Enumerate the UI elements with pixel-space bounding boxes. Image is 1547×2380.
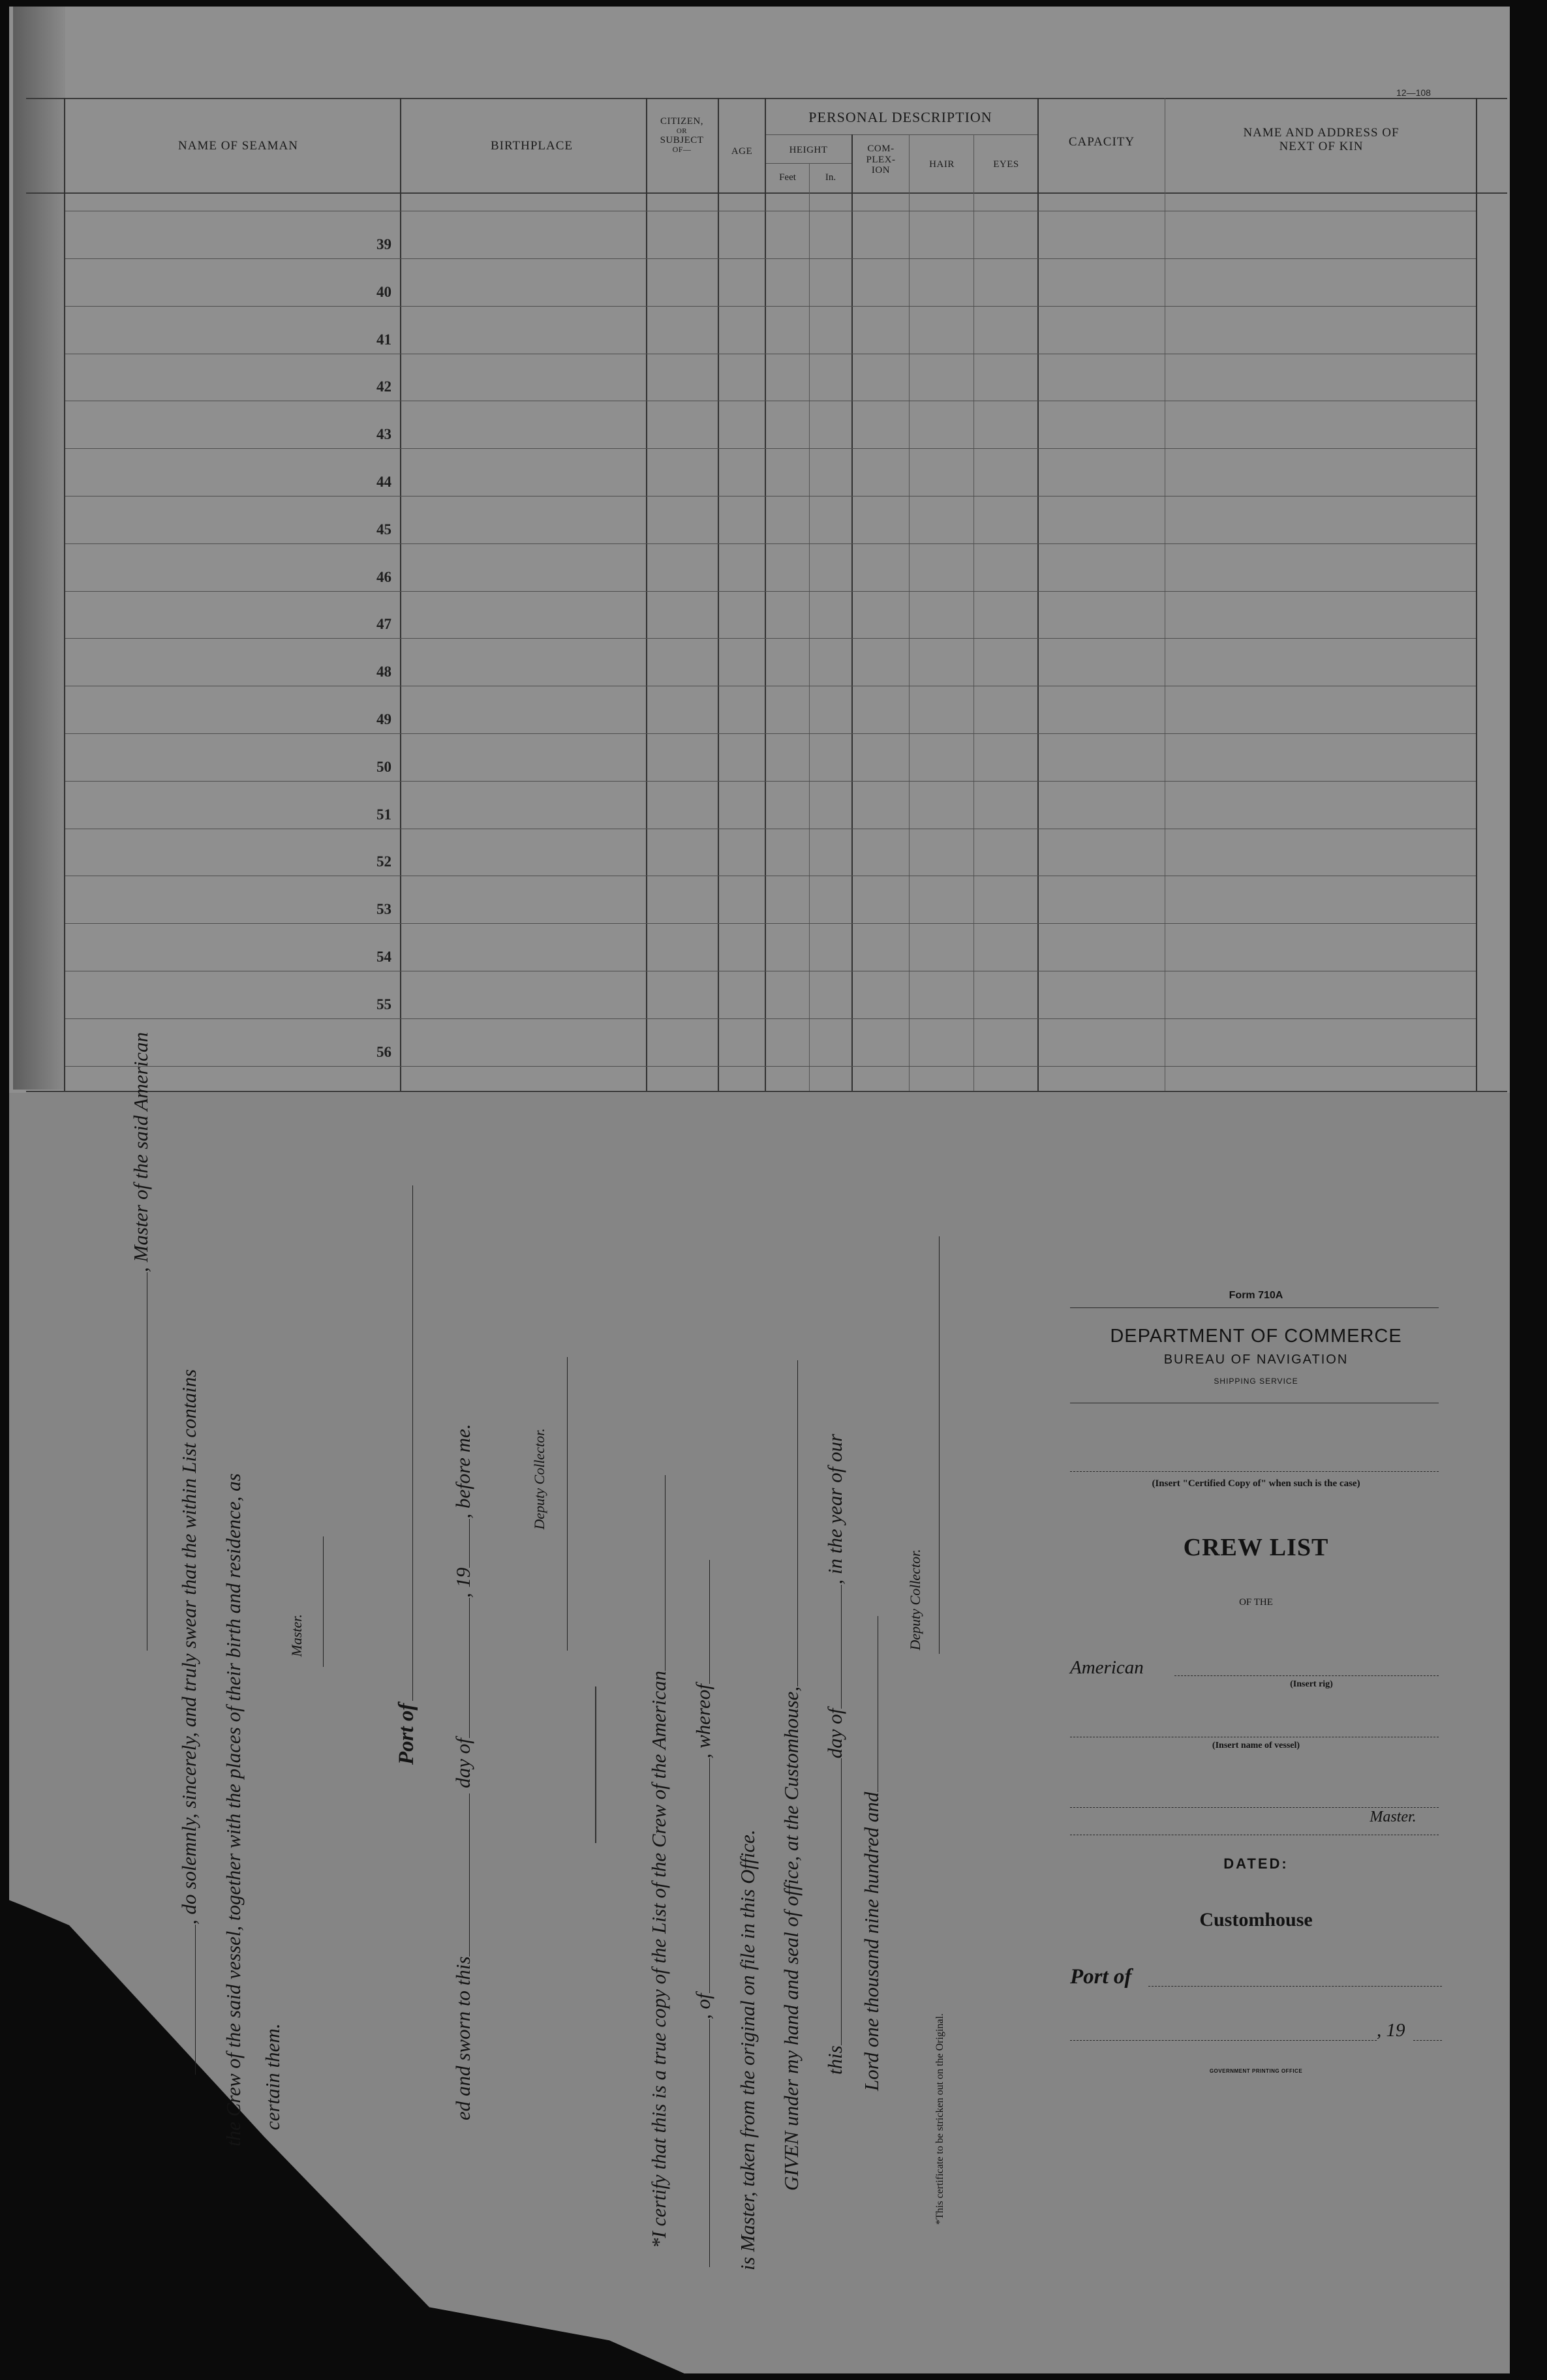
row-rule [65, 258, 1476, 259]
rig-blank[interactable] [1174, 1675, 1439, 1676]
master-signature [288, 1614, 328, 1667]
row-number: 47 [376, 616, 391, 633]
header-citizen-line: OF— [672, 145, 692, 155]
row-number: 46 [376, 568, 391, 585]
cert-port-blank[interactable] [709, 1758, 710, 1993]
master-blank[interactable] [1070, 1807, 1439, 1808]
header-name-of-seaman: NAME OF SEAMAN [178, 139, 298, 153]
col-rule-age [718, 98, 719, 1091]
cert-line-5-text-b: day of [823, 1708, 846, 1759]
bureau-title: BUREAU OF NAVIGATION [1163, 1352, 1349, 1367]
cover-top-rule [1070, 1307, 1439, 1308]
master-label: Master. [288, 1614, 305, 1657]
row-number: 56 [376, 1043, 391, 1060]
cert-line-5-text-a: this [823, 2045, 846, 2075]
row-number: 49 [376, 711, 391, 727]
cert-month-blank[interactable] [841, 1585, 842, 1709]
row-rule [65, 638, 1476, 639]
certificate-footnote: *This certificate to be stricken out on the Original. [934, 2013, 945, 2225]
cert-line-2 [692, 1560, 715, 2267]
cover-port-blank[interactable] [1148, 1986, 1442, 1987]
deputy-collector-2-label: Deputy Collector. [907, 1549, 923, 1651]
personal-desc-rule [765, 134, 1037, 135]
header-complexion [853, 144, 909, 176]
crew-list-title: CREW LIST [1183, 1534, 1329, 1561]
col-rule-birthplace [400, 98, 401, 1091]
row-number: 42 [376, 378, 391, 395]
port-of-blank[interactable] [412, 1185, 413, 1701]
oath-line-1 [129, 1032, 153, 1651]
header-birthplace: BIRTHPLACE [490, 139, 574, 153]
col-rule-capacity [1037, 98, 1039, 1091]
header-height: HEIGHT [789, 145, 828, 155]
row-number: 54 [376, 949, 391, 965]
header-inches: In. [825, 172, 836, 183]
header-citizen-line: SUBJECT [660, 134, 704, 145]
sworn-text-b: day of [452, 1738, 474, 1788]
header-citizen-line: CITIZEN, [660, 116, 704, 127]
col-rule-hair [909, 134, 910, 1091]
dated-label: DATED: [1223, 1855, 1289, 1872]
table-bottom-rule [26, 1091, 1507, 1092]
cert-vessel-blank[interactable] [665, 1475, 666, 1671]
deputy-collector-1-blank[interactable] [567, 1357, 568, 1651]
header-capacity: CAPACITY [1068, 135, 1135, 149]
sworn-day-blank[interactable] [469, 1793, 470, 1957]
row-number: 52 [376, 853, 391, 870]
row-number: 40 [376, 283, 391, 300]
sworn-text-d: , before me. [452, 1424, 474, 1519]
printer-credit: GOVERNMENT PRINTING OFFICE [1209, 2068, 1303, 2074]
oath-line-2-text: , do solemnly, sincerely, and truly swear that the within List contains [177, 1369, 200, 1925]
row-rule [65, 1066, 1476, 1067]
row-number: 53 [376, 901, 391, 918]
row-number: 44 [376, 474, 391, 490]
deputy-collector-2 [907, 1549, 943, 1654]
header-citizen-line: OR [676, 127, 688, 135]
col-rule-right [1476, 98, 1477, 1091]
customhouse-label: Customhouse [1199, 1909, 1313, 1930]
deputy-collector-1-label: Deputy Collector. [531, 1428, 547, 1530]
cert-line-5-text-c: , in the year of our [823, 1433, 846, 1585]
row-rule [65, 591, 1476, 592]
col-rule-citizen [646, 98, 647, 1091]
header-citizen [647, 116, 716, 154]
sworn-year-blank[interactable] [469, 1519, 470, 1568]
row-number: 48 [376, 664, 391, 680]
col-rule-feet [765, 98, 766, 1091]
height-rule [765, 163, 851, 164]
col-rule-inches [809, 163, 810, 1091]
cover-date-blank[interactable] [1070, 2040, 1377, 2041]
sworn-line [452, 1424, 475, 2120]
row-number: 45 [376, 521, 391, 538]
master-signature-blank[interactable] [323, 1536, 324, 1667]
sworn-text-a: ed and sworn to this [452, 1956, 474, 2120]
header-eyes: EYES [993, 159, 1019, 170]
col-rule-eyes [973, 134, 974, 1091]
header-complexion-line: COM- [867, 144, 895, 154]
sworn-text-c: , 19 [452, 1567, 474, 1598]
header-age: AGE [731, 146, 753, 157]
cert-line-4-text: GIVEN under my hand and seal of office, at the Customhouse, [780, 1686, 803, 2191]
header-complexion-line: ION [871, 165, 891, 175]
cert-line-6 [860, 1616, 883, 2091]
row-number: 41 [376, 331, 391, 348]
row-number: 43 [376, 426, 391, 443]
row-rule [65, 733, 1476, 734]
row-number: 39 [376, 236, 391, 252]
header-hair: HAIR [929, 159, 955, 170]
form-code: 12—108 [1396, 87, 1431, 98]
cert-line-4 [780, 1360, 803, 2191]
certificate-divider [595, 1686, 596, 1843]
oath-line-3: the Crew of the said vessel, together with the places of their birth and residence, as [222, 1473, 245, 2146]
american-label: American [1070, 1657, 1144, 1678]
header-kin-line: NAME AND ADDRESS OF [1243, 126, 1400, 140]
cover-master-label: Master. [1370, 1808, 1417, 1825]
oath-line-1-text: , Master of the said American [129, 1032, 152, 1272]
cert-day-blank[interactable] [841, 1758, 842, 2045]
cert-line-2-text-a: , of [692, 1993, 714, 2019]
header-feet: Feet [779, 172, 796, 183]
row-rule [65, 448, 1476, 449]
cert-customhouse-blank[interactable] [797, 1360, 798, 1686]
table-header-rule [26, 192, 1507, 194]
of-the-label: OF THE [1239, 1597, 1273, 1608]
deputy-collector-2-blank[interactable] [939, 1236, 940, 1654]
table-top-rule [26, 98, 1507, 99]
row-number: 50 [376, 758, 391, 775]
cert-line-2-text-b: , whereof [692, 1684, 714, 1759]
cert-line-6-text: Lord one thousand nine hundred and [860, 1792, 883, 2091]
cover-year-label: , 19 [1377, 2020, 1405, 2041]
cert-line-1 [647, 1475, 671, 2248]
row-number: 55 [376, 996, 391, 1013]
row-rule [65, 781, 1476, 782]
row-rule [65, 923, 1476, 924]
certified-copy-blank[interactable] [1070, 1471, 1439, 1472]
header-kin-line: NEXT OF KIN [1279, 139, 1364, 153]
paper-left-margin [13, 7, 65, 1090]
department-title: DEPARTMENT OF COMMERCE [1110, 1326, 1402, 1347]
header-personal-description: PERSONAL DESCRIPTION [808, 109, 992, 125]
row-number: 51 [376, 806, 391, 823]
insert-name-note: (Insert name of vessel) [1212, 1741, 1300, 1750]
cert-line-3: is Master, taken from the original on file in this Office. [736, 1829, 759, 2270]
cert-vessel-name-blank[interactable] [709, 2019, 710, 2267]
port-of-label: Port of [395, 1703, 418, 1765]
cert-line-5 [823, 1434, 847, 2075]
col-rule-complexion [851, 134, 853, 1091]
header-next-of-kin [1174, 127, 1468, 154]
insert-rig-note: (Insert rig) [1290, 1679, 1333, 1689]
row-rule [65, 306, 1476, 307]
oath-line-2 [177, 1369, 201, 2075]
header-complexion-line: PLEX- [866, 154, 896, 165]
oath-line-4: certain them. [261, 2023, 284, 2130]
col-rule-left [64, 98, 65, 1091]
service-title: SHIPPING SERVICE [1214, 1377, 1298, 1386]
row-rule [65, 543, 1476, 544]
deputy-collector-1 [531, 1428, 572, 1651]
form-number: Form 710A [1229, 1290, 1283, 1301]
cert-master-blank[interactable] [709, 1560, 710, 1684]
cover-year-blank[interactable] [1413, 2040, 1442, 2041]
insert-certified-note: (Insert "Certified Copy of" when such is the case) [1152, 1478, 1360, 1489]
cover-port-of-label: Port of [1070, 1965, 1132, 1989]
oath-name-blank[interactable] [195, 1925, 196, 2075]
sworn-month-blank[interactable] [469, 1598, 470, 1738]
row-rule [65, 1018, 1476, 1019]
cert-line-1-text: *I certify that this is a true copy of the List of the Crew of the American [647, 1670, 670, 2248]
port-of-line [395, 1185, 419, 1765]
